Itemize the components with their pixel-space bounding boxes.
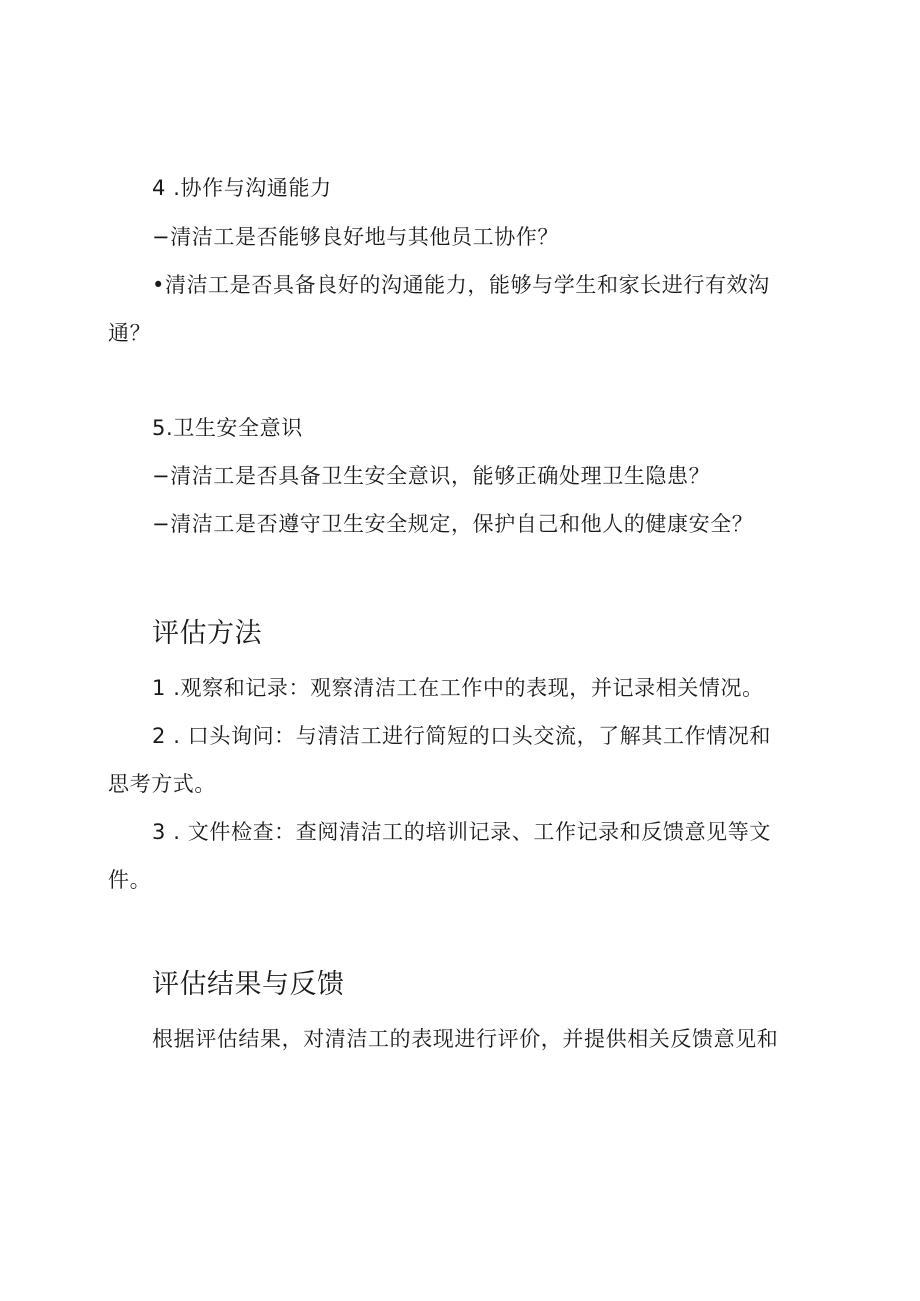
section-4-item-2-cont: 通？ — [108, 321, 152, 345]
section-4-item-1: −清洁工是否能够良好地与其他员工协作？ — [152, 225, 559, 249]
method-2: 2 . 口头询问：与清洁工进行简短的口头交流，了解其工作情况和 — [152, 724, 771, 748]
section-5-heading: 5.卫生安全意识 — [152, 416, 303, 440]
methods-title: 评估方法 — [152, 618, 262, 649]
method-3-cont: 件。 — [108, 868, 152, 892]
method-3: 3 . 文件检查：查阅清洁工的培训记录、工作记录和反馈意见等文 — [152, 820, 771, 844]
section-5-item-2: −清洁工是否遵守卫生安全规定，保护自己和他人的健康安全？ — [152, 512, 754, 536]
section-4-item-2: •清洁工是否具备良好的沟通能力，能够与学生和家长进行有效沟 — [152, 273, 770, 297]
results-title: 评估结果与反馈 — [152, 969, 345, 1000]
method-2-cont: 思考方式。 — [108, 772, 216, 796]
section-5-item-1: −清洁工是否具备卫生安全意识，能够正确处理卫生隐患？ — [152, 464, 711, 488]
results-line-1: 根据评估结果，对清洁工的表现进行评价，并提供相关反馈意见和 — [152, 1027, 779, 1051]
section-4-heading: 4 .协作与沟通能力 — [152, 176, 332, 200]
method-1: 1 .观察和记录：观察清洁工在工作中的表现，并记录相关情况。 — [152, 676, 764, 700]
